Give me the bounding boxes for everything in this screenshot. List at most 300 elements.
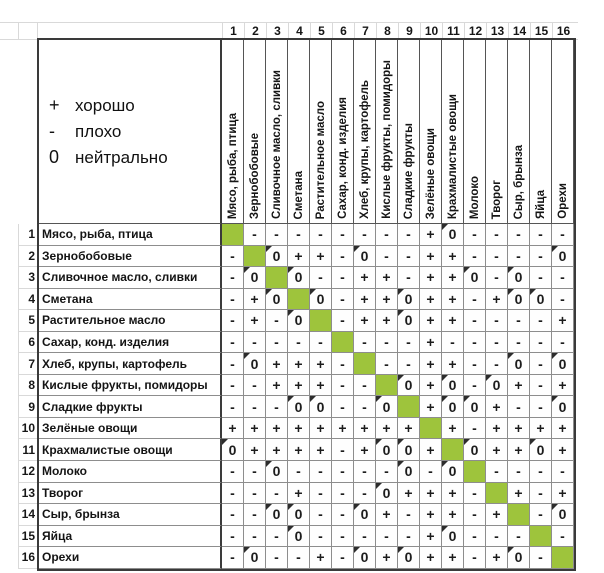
matrix-cell: 0 xyxy=(376,483,398,505)
column-header xyxy=(354,40,376,224)
matrix-cell: - xyxy=(486,267,508,289)
row-number: 13 xyxy=(18,483,37,505)
matrix-cell: - xyxy=(486,461,508,483)
matrix-cell: - xyxy=(222,461,244,483)
column-header xyxy=(486,40,508,224)
row-number: 10 xyxy=(18,418,37,440)
matrix-cell: - xyxy=(354,526,376,548)
row-label: Мясо, рыба, птица xyxy=(39,224,222,246)
matrix-cell: - xyxy=(398,332,420,354)
column-number: 3 xyxy=(266,23,288,39)
row-number: 2 xyxy=(18,246,37,268)
matrix-cell: - xyxy=(530,504,552,526)
matrix-cell: + xyxy=(354,267,376,289)
matrix-cell: - xyxy=(310,267,332,289)
matrix-cell: + xyxy=(552,310,574,332)
matrix-cell: + xyxy=(486,396,508,418)
matrix-cell: - xyxy=(332,246,354,268)
matrix-cell: - xyxy=(486,332,508,354)
matrix-cell: + xyxy=(508,418,530,440)
matrix-cell: - xyxy=(354,375,376,397)
matrix-cell: + xyxy=(486,504,508,526)
row-label: Зелёные овощи xyxy=(39,418,222,440)
matrix-cell: 0 xyxy=(288,310,310,332)
matrix-cell: - xyxy=(222,547,244,569)
matrix-cell: 0 xyxy=(354,246,376,268)
matrix-cell: + xyxy=(376,310,398,332)
matrix-cell: + xyxy=(420,353,442,375)
matrix-cell: - xyxy=(222,246,244,268)
matrix-cell xyxy=(552,547,574,569)
matrix-cell: - xyxy=(310,504,332,526)
column-number: 5 xyxy=(310,23,332,39)
row-number: 12 xyxy=(18,461,37,483)
matrix-cell: + xyxy=(310,353,332,375)
matrix-cell: + xyxy=(354,439,376,461)
column-header xyxy=(222,40,244,224)
matrix-cell: - xyxy=(288,461,310,483)
matrix-cell: 0 xyxy=(354,547,376,569)
matrix-cell: 0 xyxy=(310,396,332,418)
matrix-cell: - xyxy=(508,461,530,483)
matrix-cell: + xyxy=(420,396,442,418)
matrix-cell: + xyxy=(420,332,442,354)
matrix-cell: + xyxy=(508,375,530,397)
matrix-cell xyxy=(222,224,244,246)
matrix-cell xyxy=(354,353,376,375)
matrix-cell: - xyxy=(244,224,266,246)
matrix-cell: - xyxy=(222,526,244,548)
matrix-cell: + xyxy=(310,547,332,569)
column-number: 9 xyxy=(398,23,420,39)
matrix-cell: - xyxy=(530,396,552,418)
gutter-spacer xyxy=(37,23,222,39)
matrix-cell: - xyxy=(376,353,398,375)
matrix-cell: + xyxy=(266,375,288,397)
column-number: 10 xyxy=(420,23,442,39)
column-header-label: Кислые фрукты, помидоры xyxy=(380,60,393,219)
column-number: 4 xyxy=(288,23,310,39)
matrix-cell: + xyxy=(442,289,464,311)
matrix-cell: 0 xyxy=(442,396,464,418)
matrix-cell: - xyxy=(486,526,508,548)
matrix-cell: + xyxy=(288,418,310,440)
matrix-cell: 0 xyxy=(508,353,530,375)
matrix-cell: - xyxy=(486,224,508,246)
column-number: 15 xyxy=(530,23,552,39)
column-header xyxy=(288,40,310,224)
row-number: 9 xyxy=(18,396,37,418)
matrix-cell: - xyxy=(354,396,376,418)
matrix-cell: 0 xyxy=(288,504,310,526)
matrix-cell xyxy=(266,267,288,289)
matrix-cell: - xyxy=(222,483,244,505)
matrix-cell xyxy=(376,375,398,397)
matrix-cell: 0 xyxy=(552,246,574,268)
matrix-cell: 0 xyxy=(508,547,530,569)
matrix-cell: + xyxy=(376,504,398,526)
legend xyxy=(39,40,222,224)
zero-symbol: 0 xyxy=(49,147,60,167)
matrix-cell: - xyxy=(244,461,266,483)
matrix-cell xyxy=(244,246,266,268)
matrix-cell: - xyxy=(530,332,552,354)
row-number: 1 xyxy=(18,224,37,246)
matrix-cell: + xyxy=(442,547,464,569)
gutter-spacer xyxy=(0,23,18,39)
row-label: Орехи xyxy=(39,547,222,569)
legend-item-neutral xyxy=(49,149,220,166)
legend-label: нейтрально xyxy=(75,148,168,167)
column-header xyxy=(398,40,420,224)
matrix-cell: - xyxy=(244,332,266,354)
matrix-cell: - xyxy=(332,547,354,569)
matrix-cell: - xyxy=(332,504,354,526)
matrix-cell: - xyxy=(508,526,530,548)
matrix-cell: 0 xyxy=(464,267,486,289)
matrix-cell: - xyxy=(530,353,552,375)
matrix-cell: + xyxy=(552,483,574,505)
matrix-cell: + xyxy=(442,483,464,505)
row-number: 4 xyxy=(18,289,37,311)
matrix-cell: - xyxy=(464,504,486,526)
row-label: Зернобобовые xyxy=(39,246,222,268)
matrix-cell: - xyxy=(222,310,244,332)
matrix-cell: - xyxy=(288,332,310,354)
column-header-label: Растительное масло xyxy=(314,100,327,219)
matrix-cell: + xyxy=(222,418,244,440)
matrix-cell: - xyxy=(530,483,552,505)
matrix-cell: 0 xyxy=(266,246,288,268)
matrix-cell: - xyxy=(222,396,244,418)
row-number: 8 xyxy=(18,375,37,397)
matrix-cell: - xyxy=(552,224,574,246)
column-header-label: Крахмалистые овощи xyxy=(446,93,459,219)
matrix-cell: - xyxy=(266,224,288,246)
matrix-cell: + xyxy=(244,289,266,311)
legend-item-bad xyxy=(49,123,220,140)
matrix-cell: + xyxy=(420,526,442,548)
matrix-cell: + xyxy=(420,289,442,311)
matrix-cell: + xyxy=(310,418,332,440)
matrix-cell: + xyxy=(376,418,398,440)
column-header-label: Орехи xyxy=(556,183,569,219)
column-header xyxy=(332,40,354,224)
matrix-cell: 0 xyxy=(244,353,266,375)
matrix-cell: - xyxy=(464,526,486,548)
matrix-cell: 0 xyxy=(508,289,530,311)
matrix-cell: - xyxy=(310,332,332,354)
column-header xyxy=(376,40,398,224)
matrix-cell: - xyxy=(266,396,288,418)
matrix-cell: - xyxy=(332,267,354,289)
row-label: Сладкие фрукты xyxy=(39,396,222,418)
column-number: 13 xyxy=(486,23,508,39)
matrix-cell: + xyxy=(420,310,442,332)
matrix-cell: - xyxy=(464,289,486,311)
matrix-cell: + xyxy=(442,504,464,526)
matrix-cell: - xyxy=(464,332,486,354)
matrix-cell: - xyxy=(464,375,486,397)
column-header-label: Мясо, рыба, птица xyxy=(226,112,239,219)
column-number: 12 xyxy=(464,23,486,39)
matrix-cell: 0 xyxy=(486,375,508,397)
matrix-cell xyxy=(310,310,332,332)
matrix-cell: + xyxy=(420,224,442,246)
minus-symbol: - xyxy=(49,121,55,141)
row-number: 16 xyxy=(18,547,37,569)
column-number: 16 xyxy=(552,23,574,39)
matrix-cell: 0 xyxy=(244,267,266,289)
matrix-cell: - xyxy=(398,526,420,548)
matrix-cell xyxy=(464,461,486,483)
matrix-cell: + xyxy=(266,418,288,440)
matrix-cell: - xyxy=(244,396,266,418)
matrix-cell: - xyxy=(332,483,354,505)
matrix-cell: 0 xyxy=(552,353,574,375)
matrix-cell: + xyxy=(508,483,530,505)
matrix-cell: - xyxy=(244,483,266,505)
matrix-cell: - xyxy=(222,504,244,526)
row-number: 11 xyxy=(18,439,37,461)
matrix-cell: - xyxy=(464,224,486,246)
matrix-cell: - xyxy=(486,353,508,375)
matrix-cell: - xyxy=(464,547,486,569)
matrix-cell: 0 xyxy=(376,396,398,418)
column-header-label: Творог xyxy=(490,179,503,219)
matrix-cell: + xyxy=(442,353,464,375)
column-header-label: Сливочное масло, сливки xyxy=(270,70,283,219)
matrix-cell: - xyxy=(244,375,266,397)
row-label: Крахмалистые овощи xyxy=(39,439,222,461)
matrix-cell: + xyxy=(244,439,266,461)
plus-symbol: + xyxy=(49,95,60,115)
matrix-cell: - xyxy=(332,289,354,311)
column-header-label: Молоко xyxy=(468,175,481,219)
matrix-cell: 0 xyxy=(442,461,464,483)
matrix-cell: 0 xyxy=(552,504,574,526)
matrix-cell: 0 xyxy=(464,439,486,461)
matrix-cell: + xyxy=(420,439,442,461)
matrix-cell: 0 xyxy=(398,439,420,461)
matrix-cell: - xyxy=(332,224,354,246)
matrix-cell: + xyxy=(530,418,552,440)
matrix-cell: 0 xyxy=(288,526,310,548)
column-header-label: Сыр, брынза xyxy=(512,144,525,219)
matrix-cell: + xyxy=(442,310,464,332)
matrix-cell: + xyxy=(442,267,464,289)
matrix-cell: + xyxy=(486,289,508,311)
row-label: Сметана xyxy=(39,289,222,311)
matrix-cell: + xyxy=(552,375,574,397)
matrix-cell: + xyxy=(398,418,420,440)
matrix-cell: 0 xyxy=(552,396,574,418)
column-header xyxy=(266,40,288,224)
matrix-cell: - xyxy=(486,246,508,268)
matrix-cell: 0 xyxy=(508,267,530,289)
column-header-label: Зелёные овощи xyxy=(424,127,437,219)
matrix-cell: 0 xyxy=(288,267,310,289)
column-number: 6 xyxy=(332,23,354,39)
row-number: 3 xyxy=(18,267,37,289)
matrix-cell: - xyxy=(266,332,288,354)
matrix-cell: + xyxy=(332,418,354,440)
matrix-cell: - xyxy=(310,483,332,505)
matrix-cell: 0 xyxy=(464,396,486,418)
matrix-cell: - xyxy=(332,439,354,461)
gutter-spacer xyxy=(18,23,37,39)
gutter-spacer xyxy=(0,38,37,224)
matrix-cell: + xyxy=(398,483,420,505)
matrix-cell: + xyxy=(420,375,442,397)
matrix-cell: - xyxy=(464,353,486,375)
matrix-cell: 0 xyxy=(310,289,332,311)
matrix-cell: + xyxy=(354,418,376,440)
row-number: 15 xyxy=(18,526,37,548)
matrix-cell: - xyxy=(376,461,398,483)
matrix-cell: + xyxy=(310,439,332,461)
matrix-cell: - xyxy=(266,547,288,569)
matrix-cell: - xyxy=(530,547,552,569)
row-label: Хлеб, крупы, картофель xyxy=(39,353,222,375)
matrix-cell: + xyxy=(310,246,332,268)
matrix-cell: - xyxy=(354,461,376,483)
matrix-cell: 0 xyxy=(288,396,310,418)
matrix-cell: - xyxy=(464,310,486,332)
matrix-cell: - xyxy=(222,267,244,289)
matrix-cell: - xyxy=(288,547,310,569)
compatibility-table xyxy=(37,38,576,571)
row-label: Творог xyxy=(39,483,222,505)
matrix-cell xyxy=(332,332,354,354)
matrix-cell: 0 xyxy=(266,289,288,311)
matrix-cell: 0 xyxy=(442,375,464,397)
row-number: 14 xyxy=(18,504,37,526)
matrix-cell: - xyxy=(332,310,354,332)
matrix-cell: + xyxy=(420,246,442,268)
matrix-cell xyxy=(530,526,552,548)
matrix-cell: - xyxy=(398,267,420,289)
matrix-cell: - xyxy=(508,224,530,246)
matrix-cell: - xyxy=(376,224,398,246)
matrix-cell: 0 xyxy=(442,224,464,246)
matrix-cell: 0 xyxy=(398,375,420,397)
matrix-cell: 0 xyxy=(266,504,288,526)
matrix-cell: - xyxy=(486,310,508,332)
matrix-cell: - xyxy=(332,375,354,397)
column-header xyxy=(442,40,464,224)
column-header xyxy=(420,40,442,224)
matrix-cell xyxy=(508,504,530,526)
matrix-cell: - xyxy=(288,224,310,246)
legend-label: плохо xyxy=(75,122,122,141)
matrix-cell: - xyxy=(508,396,530,418)
column-header-label: Сахар, конд. изделия xyxy=(336,97,349,219)
matrix-cell: + xyxy=(508,439,530,461)
legend-item-good xyxy=(49,97,220,114)
matrix-cell: - xyxy=(552,332,574,354)
matrix-cell: + xyxy=(442,418,464,440)
matrix-cell: - xyxy=(530,310,552,332)
row-number: 7 xyxy=(18,353,37,375)
matrix-cell: + xyxy=(376,267,398,289)
column-header-label: Сладкие фрукты xyxy=(402,122,415,219)
matrix-cell xyxy=(398,396,420,418)
matrix-cell: - xyxy=(332,461,354,483)
column-number: 1 xyxy=(222,23,244,39)
matrix-cell: - xyxy=(244,526,266,548)
column-header-label: Хлеб, крупы, картофель xyxy=(358,80,371,219)
matrix-cell xyxy=(420,418,442,440)
column-header xyxy=(464,40,486,224)
row-number: 6 xyxy=(18,332,37,354)
matrix-cell: 0 xyxy=(398,547,420,569)
matrix-cell: - xyxy=(398,224,420,246)
matrix-cell: 0 xyxy=(398,289,420,311)
matrix-cell: - xyxy=(552,526,574,548)
matrix-cell: - xyxy=(376,246,398,268)
matrix-cell: + xyxy=(552,439,574,461)
matrix-cell: + xyxy=(288,246,310,268)
row-numbers-column xyxy=(0,38,37,569)
matrix-cell: - xyxy=(222,289,244,311)
matrix-cell: - xyxy=(332,396,354,418)
matrix-cell: - xyxy=(398,246,420,268)
row-label: Растительное масло xyxy=(39,310,222,332)
matrix-cell: + xyxy=(420,504,442,526)
matrix-cell: 0 xyxy=(376,439,398,461)
matrix-cell: - xyxy=(266,526,288,548)
matrix-cell: - xyxy=(310,461,332,483)
matrix-cell: 0 xyxy=(244,547,266,569)
matrix-cell: + xyxy=(420,547,442,569)
matrix-cell: - xyxy=(530,461,552,483)
matrix-cell: - xyxy=(332,526,354,548)
matrix-cell: 0 xyxy=(530,289,552,311)
column-header xyxy=(244,40,266,224)
matrix-cell: - xyxy=(354,332,376,354)
matrix-cell: - xyxy=(398,353,420,375)
matrix-cell: + xyxy=(266,439,288,461)
matrix-cell: + xyxy=(486,418,508,440)
matrix-cell: - xyxy=(376,332,398,354)
matrix-cell: + xyxy=(288,353,310,375)
column-header xyxy=(552,40,574,224)
matrix-cell: - xyxy=(552,289,574,311)
matrix-cell: - xyxy=(552,267,574,289)
matrix-cell: + xyxy=(288,483,310,505)
matrix-cell: + xyxy=(552,418,574,440)
matrix-cell: - xyxy=(310,526,332,548)
column-number: 2 xyxy=(244,23,266,39)
matrix-cell: - xyxy=(266,483,288,505)
matrix-cell: + xyxy=(486,439,508,461)
matrix-cell: - xyxy=(398,504,420,526)
matrix-cell: - xyxy=(266,310,288,332)
matrix-cell xyxy=(486,483,508,505)
matrix-cell: - xyxy=(244,504,266,526)
matrix-cell: + xyxy=(354,289,376,311)
column-header xyxy=(508,40,530,224)
matrix-cell: + xyxy=(288,439,310,461)
matrix-cell: - xyxy=(464,418,486,440)
row-number: 5 xyxy=(18,310,37,332)
row-label: Сахар, конд. изделия xyxy=(39,332,222,354)
matrix-cell: - xyxy=(222,353,244,375)
legend-label: хорошо xyxy=(75,96,135,115)
matrix-cell: + xyxy=(442,246,464,268)
matrix-cell: + xyxy=(244,310,266,332)
